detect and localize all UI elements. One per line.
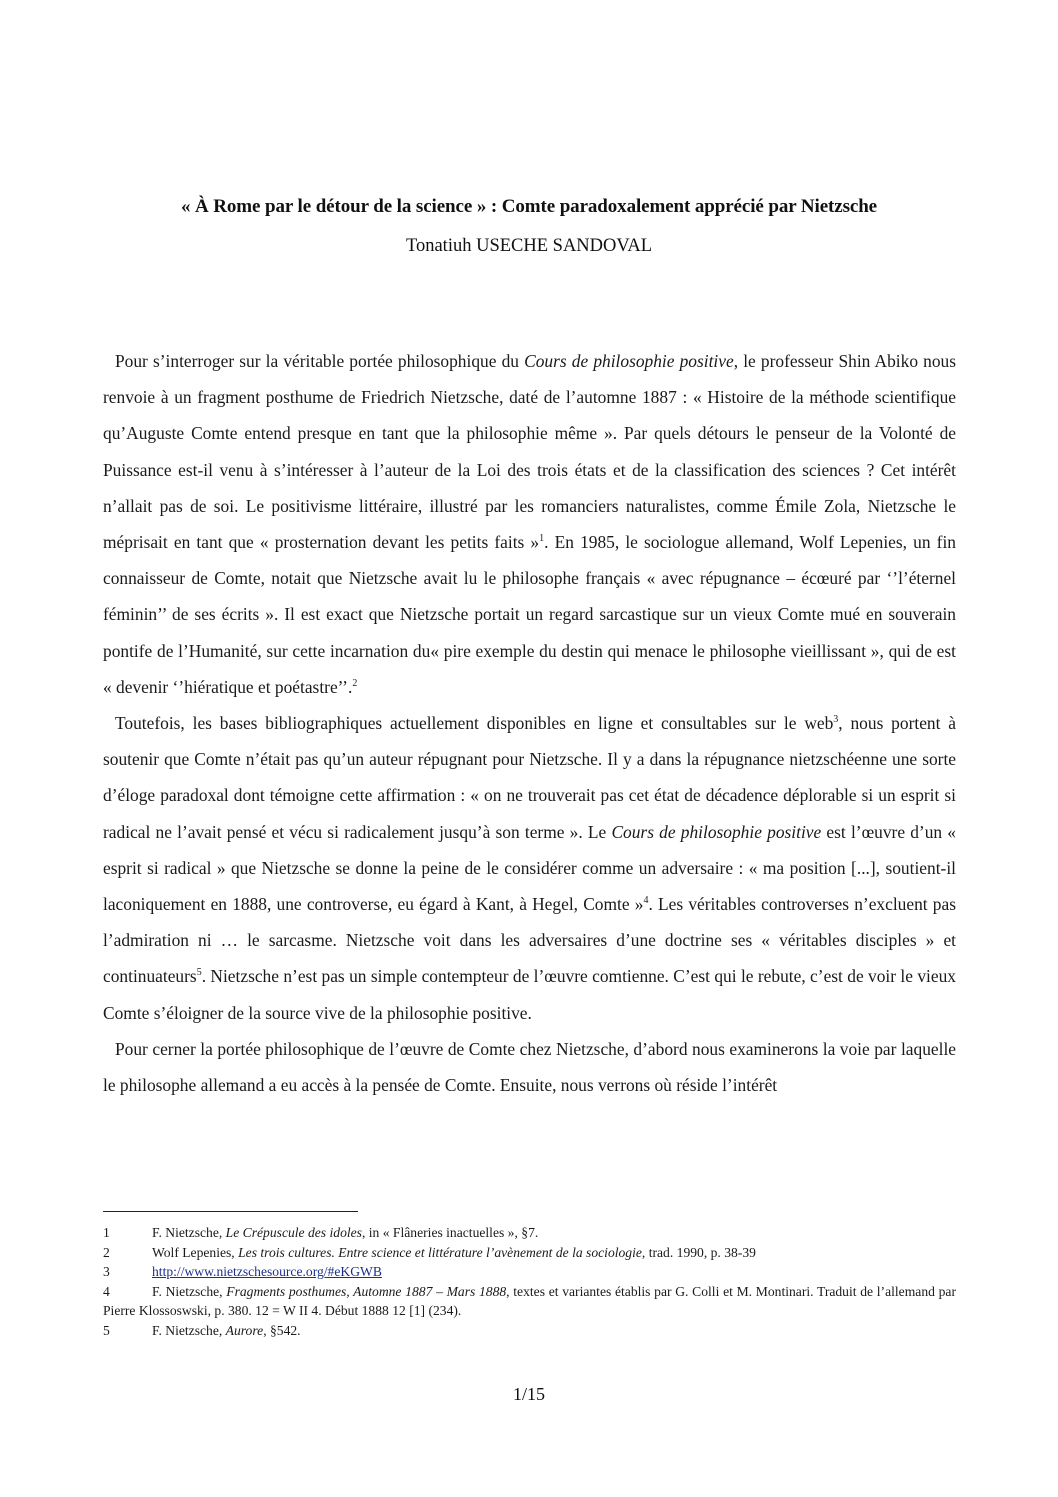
paragraph-1 bbox=[103, 343, 956, 705]
italic-title: Cours de philosophie positive bbox=[611, 821, 822, 842]
paragraph-text: . En 1985, le sociologue allemand, Wolf Lepenies, un fin connaisseur de Comte, notait que Nietzsche avait lu le philosophe français « avec répugnance – écœuré par ‘’l’éternel féminin’’ de ses écrits ». Il est exact que Nietzsche portait un regard sarcastique sur un vieux Comte mué en souverain pontife de l’Humanité, sur cette incarnation du« pire exemple du destin qui menace le philosophe vieillissant », qui de est « devenir ‘’hiératique et poétastre’’. bbox=[103, 532, 957, 697]
footnote-text: F. Nietzsche, bbox=[152, 1225, 226, 1240]
footnote-text: F. Nietzsche, bbox=[152, 1283, 227, 1299]
footnote-5 bbox=[103, 1321, 956, 1341]
paragraph-text: . Les véritables controverses n’excluent pas l’admiration ni … le sarcasme. Nietzsche voit dans les adversaires d’une doctrine ses « véritables disciples » et continuateurs bbox=[103, 894, 956, 987]
footnote-1 bbox=[103, 1223, 956, 1243]
footnote-4 bbox=[103, 1282, 956, 1321]
footnote-text: F. Nietzsche, bbox=[152, 1322, 226, 1338]
footnote-separator bbox=[103, 1211, 358, 1212]
paragraph-text: , nous portent à soutenir que Comte n’était pas qu’un auteur répugnant pour Nietzsche. Il y a dans la répugnance nietzschéenne une sorte d’éloge paradoxal dont témoigne cette affirmation : « on ne trouverait pas cet état de décadence déplorable si un esprit si radical ne l’avait pensé et vécu si radicalement jusqu’à son terme ». Le bbox=[103, 713, 956, 842]
footnote-number: 1 bbox=[103, 1225, 110, 1240]
footnotes bbox=[103, 1223, 956, 1341]
paragraph-text: , le professeur Shin Abiko nous renvoie à un fragment posthume de Friedrich Nietzsche, daté de l’automne 1887 : « Histoire de la méthode scientifique qu’Auguste Comte entend presque en tant que la philosophie même ». Par quels détours le penseur de la Volonté de Puissance est-il venu à s’intéresser à l’auteur de la Loi des trois états et de la classification des sciences ? Cet intérêt n’allait pas de soi. Le positivisme littéraire, illustré par les romanciers naturalistes, comme Émile Zola, Nietzsche le méprisait en tant que « prosternation devant les petits faits » bbox=[103, 351, 957, 553]
footnote-3 bbox=[103, 1262, 956, 1282]
document-author: Tonatiuh USECHE SANDOVAL bbox=[405, 236, 653, 256]
footnote-ref-5[interactable]: 5 bbox=[196, 967, 202, 979]
footnote-number: 2 bbox=[103, 1244, 110, 1260]
footnote-text: , §542. bbox=[263, 1322, 301, 1338]
footnote-italic: Aurore bbox=[225, 1322, 264, 1338]
footnote-ref-3[interactable]: 3 bbox=[833, 714, 839, 726]
paragraph-text: Pour cerner la portée philosophique de l’œuvre de Comte chez Nietzsche, d’abord nous examinerons la voie par laquelle le philosophe allemand a eu accès à la pensée de Comte. Ensuite, nous verrons où réside l’intérêt bbox=[103, 1038, 956, 1096]
footnote-number: 4 bbox=[103, 1283, 110, 1299]
footnote-2 bbox=[103, 1243, 956, 1263]
italic-title: Cours de philosophie positive bbox=[524, 351, 734, 371]
footnote-ref-1[interactable]: 1 bbox=[539, 533, 545, 545]
paragraph-text: est l’œuvre d’un « esprit si radical » que Nietzsche se donne la peine de le considérer comme un adversaire : « ma position [...], soutient-il laconiquement en 1888, une controverse, eu égard à Kant, à Hegel, Comte » bbox=[103, 821, 957, 915]
footnote-text: , in « Flâneries inactuelles », §7. bbox=[361, 1225, 539, 1240]
footnote-number: 5 bbox=[103, 1322, 110, 1338]
paragraph-3 bbox=[103, 1031, 956, 1103]
footnote-ref-2[interactable]: 2 bbox=[352, 678, 358, 690]
document-body bbox=[103, 343, 956, 1103]
footnote-text: , textes et variantes établis par G. Colli et M. Montinari. Traduit de l’allemand par Pierre Klossoswski, p. 380. 12 = W II 4. Début 1888 12 [1] (234). bbox=[103, 1283, 956, 1319]
page-number: 1/15 bbox=[512, 1384, 545, 1404]
paragraph-2 bbox=[103, 705, 956, 1031]
footnote-text: , trad. 1990, p. 38-39 bbox=[641, 1244, 756, 1260]
document-title: « À Rome par le détour de la science » : Comte paradoxalement apprécié par Nietzsche bbox=[180, 196, 878, 217]
footnote-link[interactable]: http://www.nietzschesource.org/#eKGWB bbox=[152, 1264, 382, 1280]
paragraph-text: Pour s’interroger sur la véritable portée philosophique du bbox=[115, 351, 525, 371]
footnote-italic: Fragments posthumes, Automne 1887 – Mars 1888 bbox=[226, 1283, 507, 1299]
paragraph-text: Toutefois, les bases bibliographiques actuellement disponibles en ligne et consultables sur le web bbox=[115, 713, 834, 734]
footnote-italic: Le Crépuscule des idoles bbox=[225, 1225, 362, 1240]
footnote-number: 3 bbox=[103, 1264, 110, 1280]
footnote-italic: Les trois cultures. Entre science et littérature l’avènement de la sociologie bbox=[238, 1244, 642, 1260]
footnote-ref-4[interactable]: 4 bbox=[643, 895, 649, 907]
paragraph-text: . Nietzsche n’est pas un simple contempteur de l’œuvre comtienne. C’est qui le rebute, c’est de voir le vieux Comte s’éloigner de la source vive de la philosophie positive. bbox=[103, 966, 956, 1023]
footnote-text: Wolf Lepenies, bbox=[152, 1244, 239, 1260]
